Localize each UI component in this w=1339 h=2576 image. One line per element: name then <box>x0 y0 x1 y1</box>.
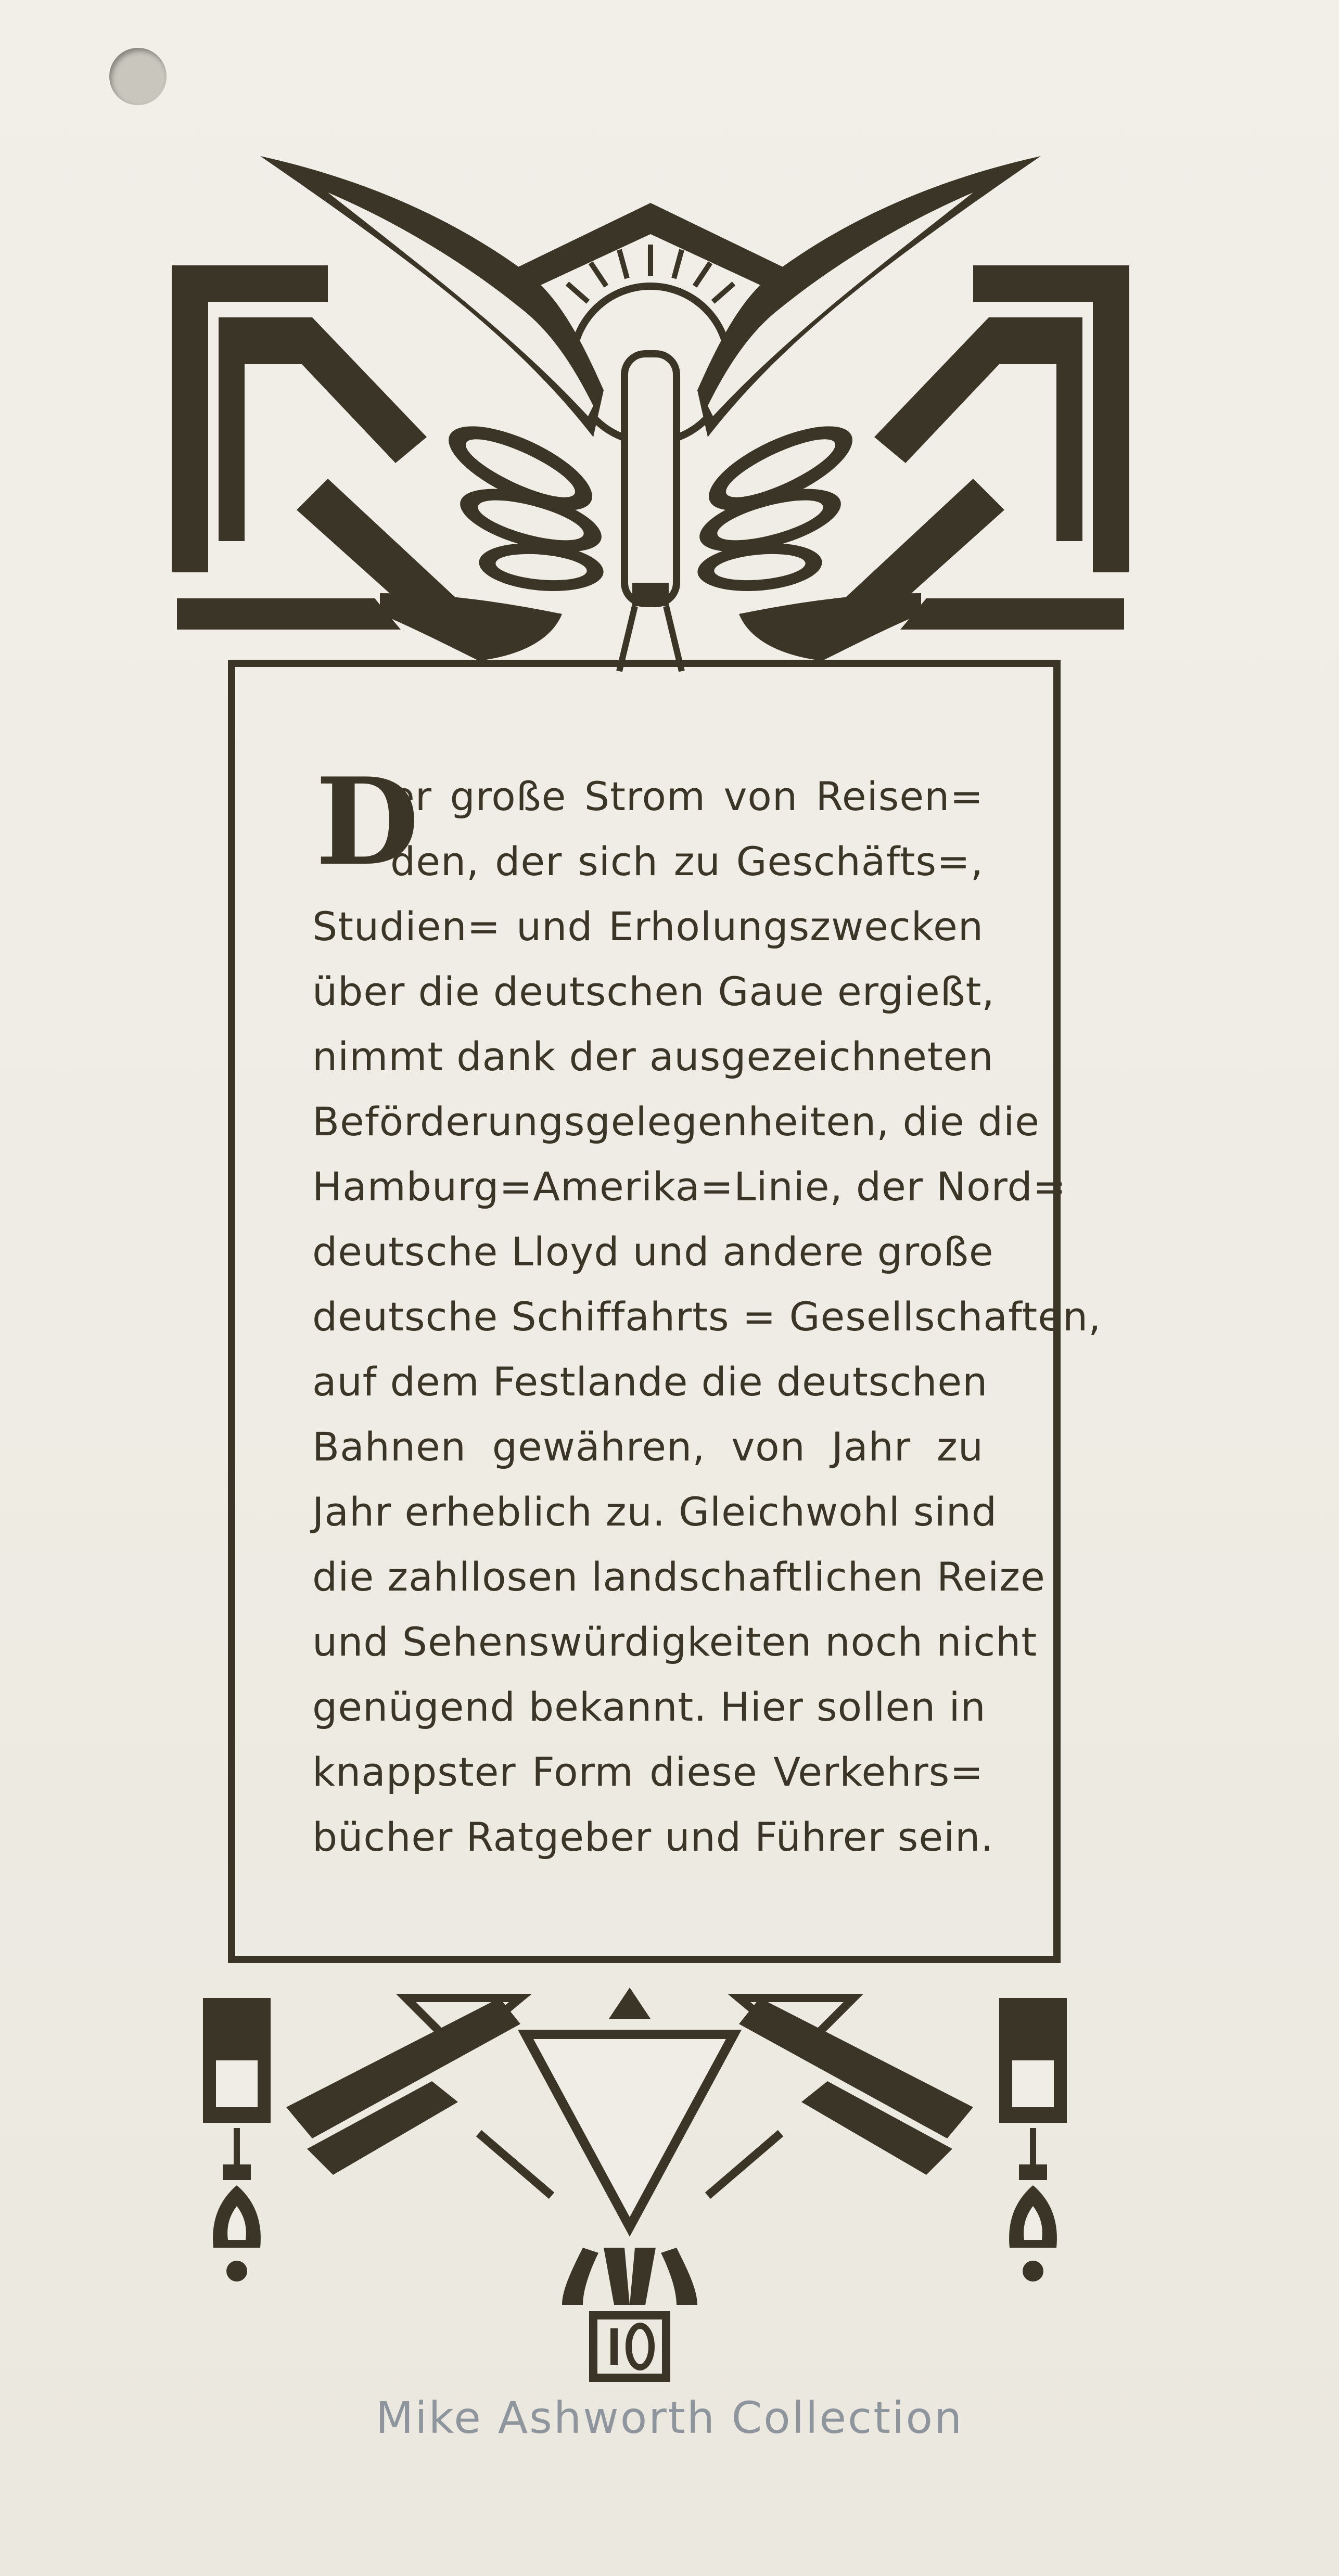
text-line: bücher Ratgeber und Führer sein. <box>312 1814 994 1860</box>
drop-cap-letter: D <box>315 752 419 892</box>
text-line: er große Strom von Reisen= <box>390 773 984 819</box>
bottom-ornament <box>187 1977 1072 2393</box>
text-line: deutsche Schiffahrts = Gesellschaften, <box>312 1293 1102 1340</box>
body-paragraph <box>312 752 1102 1869</box>
text-line: über die deutschen Gaue ergießt, <box>312 968 995 1015</box>
text-line: und Sehenswürdigkeiten noch nicht <box>312 1619 1038 1665</box>
text-line: Bahnen gewähren, von Jahr zu <box>312 1424 984 1470</box>
text-line: Jahr erheblich zu. Gleichwohl sind <box>312 1489 998 1535</box>
text-line: deutsche Lloyd und andere große <box>312 1228 994 1275</box>
text-line: Beförderungsgelegenheiten, die die <box>312 1098 1040 1145</box>
collection-watermark: Mike Ashworth Collection <box>375 2392 964 2443</box>
punch-hole <box>109 48 167 105</box>
text-line: Studien= und Erholungszwecken <box>312 903 984 950</box>
text-line: Hamburg=Amerika=Linie, der Nord= <box>312 1163 1067 1210</box>
text-line: auf dem Festlande die deutschen <box>312 1359 988 1405</box>
winged-emblem-ornament <box>156 146 1145 692</box>
text-line: den, der sich zu Geschäfts=, <box>390 838 984 885</box>
text-line: knappster Form diese Verkehrs= <box>312 1749 984 1795</box>
text-line: genügend bekannt. Hier sollen in <box>312 1684 986 1730</box>
text-line: nimmt dank der ausgezeichneten <box>312 1033 994 1080</box>
text-line: die zahllosen landschaftlichen Reize <box>312 1554 1045 1600</box>
